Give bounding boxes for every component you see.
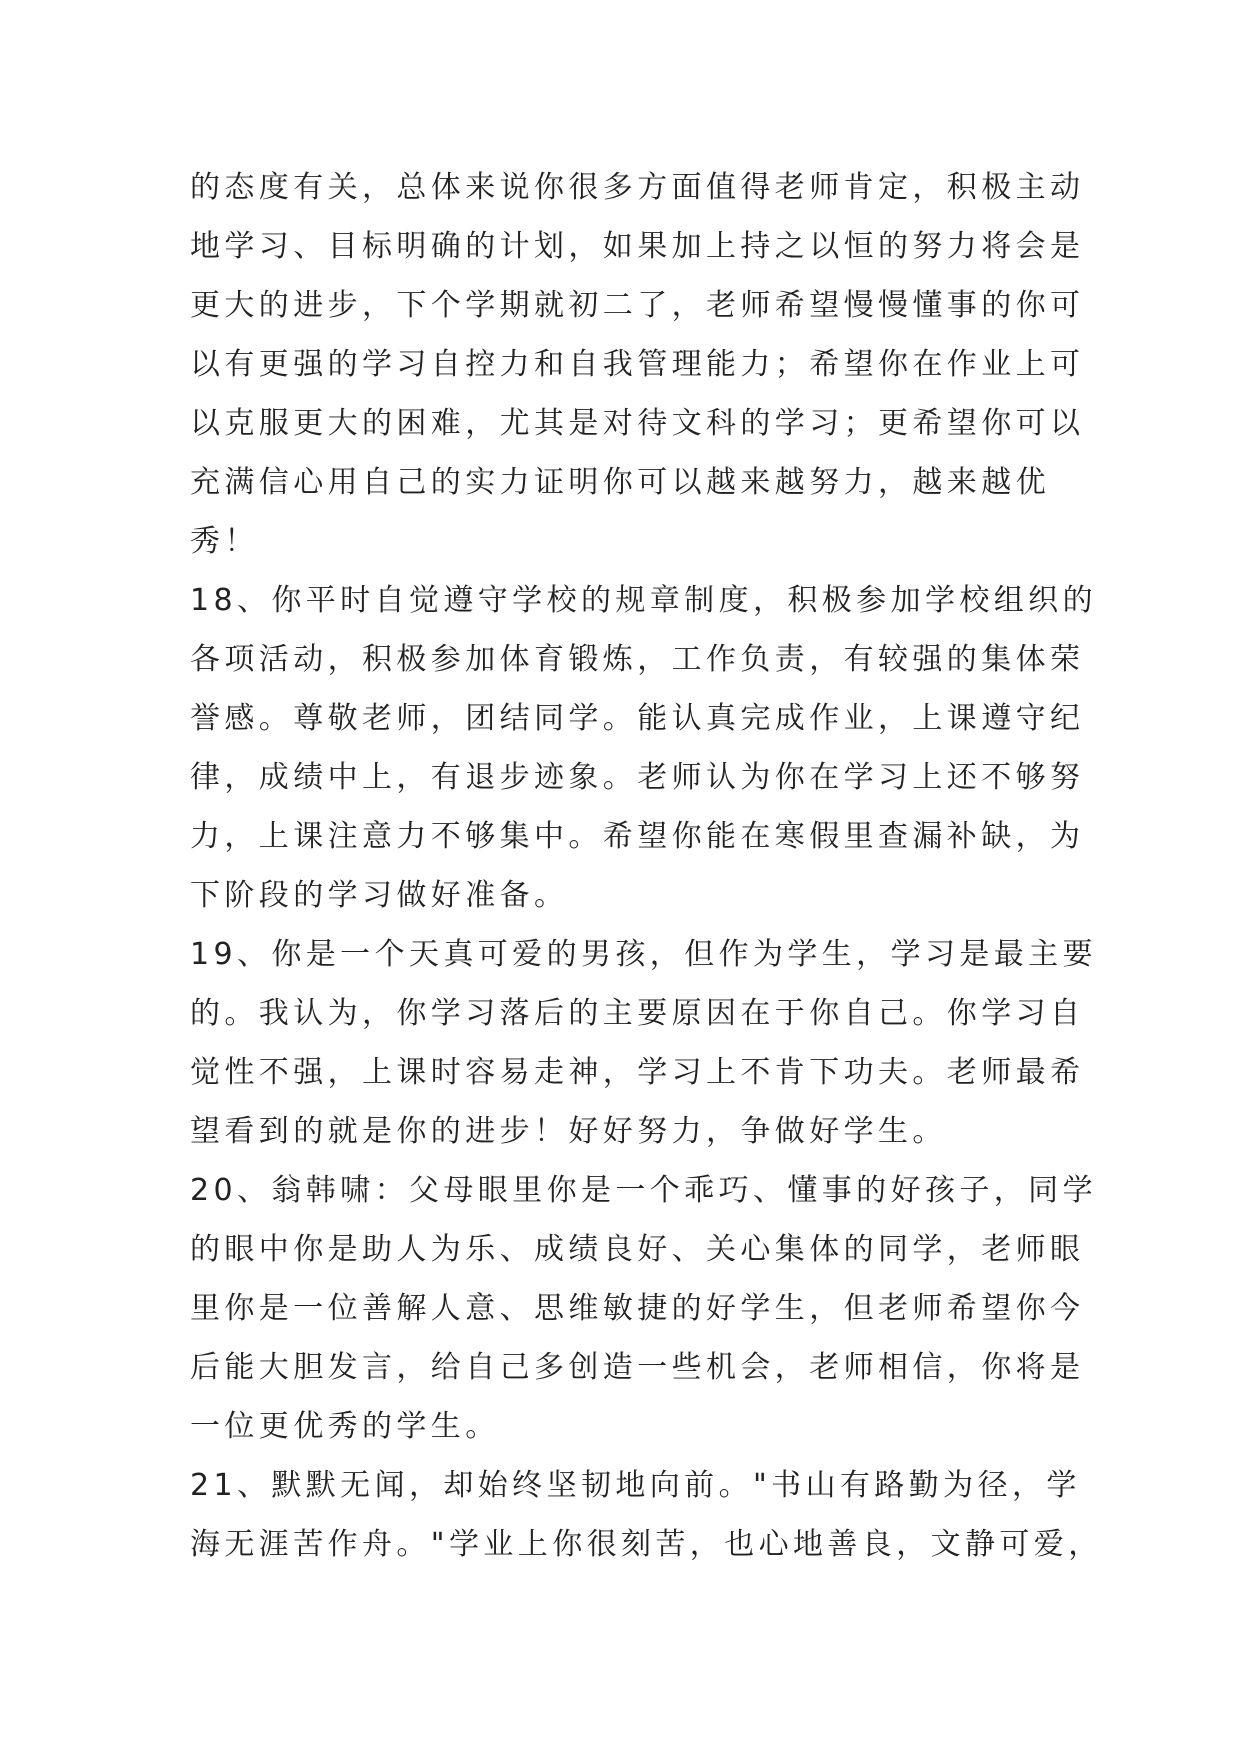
text-line: 各项活动，积极参加体育锻炼，工作负责，有较强的集体荣 bbox=[190, 642, 1085, 677]
text-line: 的眼中你是助人为乐、成绩良好、关心集体的同学，老师眼 bbox=[190, 1232, 1085, 1267]
text-line: 20、翁韩啸：父母眼里你是一个乖巧、懂事的好孩子，同学 bbox=[190, 1173, 1097, 1208]
text-line: 觉性不强，上课时容易走神，学习上不肯下功夫。老师最希 bbox=[190, 1055, 1085, 1090]
text-line: 力，上课注意力不够集中。希望你能在寒假里查漏补缺，为 bbox=[190, 819, 1085, 854]
text-line: 18、你平时自觉遵守学校的规章制度，积极参加学校组织的 bbox=[190, 583, 1097, 618]
text-line: 19、你是一个天真可爱的男孩，但作为学生，学习是最主要 bbox=[190, 937, 1097, 972]
text-line: 的态度有关，总体来说你很多方面值得老师肯定，积极主动 bbox=[190, 170, 1085, 205]
text-line: 望看到的就是你的进步！好好努力，争做好学生。 bbox=[190, 1114, 947, 1149]
text-line: 秀！ bbox=[190, 524, 259, 559]
text-line: 一位更优秀的学生。 bbox=[190, 1409, 500, 1444]
text-line: 里你是一位善解人意、思维敏捷的好学生，但老师希望你今 bbox=[190, 1291, 1085, 1326]
text-line: 下阶段的学习做好准备。 bbox=[190, 878, 569, 913]
text-line: 誉感。尊敬老师，团结同学。能认真完成作业，上课遵守纪 bbox=[190, 701, 1085, 736]
text-line: 地学习、目标明确的计划，如果加上持之以恒的努力将会是 bbox=[190, 229, 1085, 264]
text-line: 充满信心用自己的实力证明你可以越来越努力，越来越优 bbox=[190, 465, 1050, 500]
text-line: 以有更强的学习自控力和自我管理能力；希望你在作业上可 bbox=[190, 347, 1085, 382]
text-line: 律，成绩中上，有退步迹象。老师认为你在学习上还不够努 bbox=[190, 760, 1085, 795]
document-body bbox=[190, 158, 1103, 1574]
text-line: 以克服更大的困难，尤其是对待文科的学习；更希望你可以 bbox=[190, 406, 1085, 441]
text-line: 的。我认为，你学习落后的主要原因在于你自己。你学习自 bbox=[190, 996, 1085, 1031]
text-line: 21、默默无闻，却始终坚韧地向前。"书山有路勤为径，学 bbox=[190, 1468, 1081, 1503]
text-line: 海无涯苦作舟。"学业上你很刻苦，也心地善良，文静可爱， bbox=[190, 1527, 1103, 1562]
text-line: 后能大胆发言，给自己多创造一些机会，老师相信，你将是 bbox=[190, 1350, 1085, 1385]
text-line: 更大的进步，下个学期就初二了，老师希望慢慢懂事的你可 bbox=[190, 288, 1085, 323]
